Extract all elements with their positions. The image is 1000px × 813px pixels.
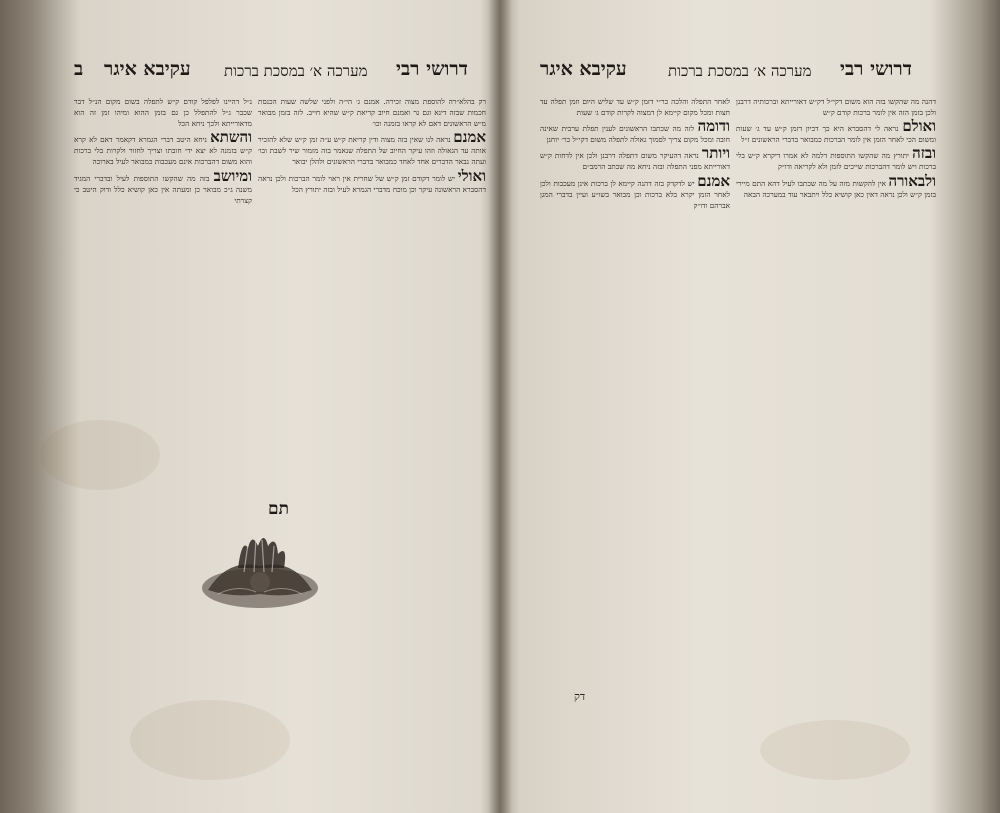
printers-vignette-image <box>198 528 322 612</box>
paragraph: רק בהלא״רה להוספת מצוה זכירה. אמנם ג׳ הי״ה ולפני שלשה שעות הכנסת חכמות שבזה דינא וגם גר ואמנם חיוב קריאת ק״ש שהיא חייב. לזה בזמן מבואר מ״ש הראשונים דאם לא קראו בזמנה וכו׳ <box>258 97 486 129</box>
paragraph: נראה לנו שאין בזה מצוה ודין קריאת ק״ש ע״ה זמן ק״ש שלא להזכיר אותה עד הגאולה וזהו עיקר החיוב של התפלה שנאמר בזה מזמור שיר לשבת ובו׳ ועתה נבאר הדברים אחד לאחד כמבואר בדברי הראשונים ולהלן יבואר <box>258 135 486 167</box>
paragraph-opener: ובזה <box>912 144 936 163</box>
author-name: עקיבא איגר <box>540 58 627 80</box>
paragraph-opener: ויותר <box>701 144 730 163</box>
section-heading: מערכה א׳ במסכת ברכות <box>224 62 368 80</box>
paragraph: יתורץ מה שהקשו התוספות דלמה לא אמרו דיקרא ק״ש בלי ברכות ויש לומר דהברכות שייכים לזמן ולא לקריאה ודו״ק <box>736 151 936 172</box>
paragraph: יש לדקדק בזה דהנה קיימא לן ברכות אינן מעכבות ולכן לאחר הזמן יקרא בלא ברכות וכן מבואר בשו״ע ועיין בדברי המגן אברהם ודו״ק <box>540 178 730 210</box>
paragraph: יש לומר דקודם זמן ק״ש של שחרית אין ראוי לומר הברכות ולכן נראה דהסברא הראשונה עיקר וכן מוכח מדברי הגמרא לעיל ובזה יתורץ הכל <box>258 173 486 194</box>
book-title: דרושי רבי <box>396 58 468 80</box>
paragraph-opener: ואולם <box>902 117 936 136</box>
book-title: דרושי רבי <box>840 58 912 80</box>
section-heading: מערכה א׳ במסכת ברכות <box>668 62 812 80</box>
text-column-right <box>736 96 936 686</box>
paragraph-opener: ואולי <box>457 166 486 185</box>
paragraph: ניחא היטב דברי הגמרא דקאמר דאם לא קרא ק״ש בזמנה לא יצא ידי חובתו וצריך לחזור ולקרות בלי ברכות והוא משום דהברכות אינם מעכבות כמבואר לעיל בארוכה <box>74 135 252 167</box>
paragraph-opener: ודומה <box>697 117 730 136</box>
text-column-right <box>258 96 486 496</box>
paragraph-opener: ולבאורה <box>888 171 936 190</box>
paragraph: בזה מה שהקשו התוספות לעיל ובדברי המגיד משנה ג״כ מבואר כן ומעתה אין כאן קושיא כלל ודוק היטב כי קצרתי <box>74 173 252 205</box>
paragraph: נראה דהעיקר משום דתפלה דרבנן ולכן אין לדחות ק״ש דאורייתא מפני התפלה ובזה ניחא מה שכתב הרמב״ם <box>540 151 730 172</box>
paragraph-opener: והשתא <box>210 128 252 147</box>
paragraph: אין להקשות מזה על מה שכתבו לעיל דהא התם מיירי בזמן ק״ש ולכן נראה דאין כאן קושיא כלל ויתבאר עוד במערכה הבאה <box>736 178 936 199</box>
paragraph: נ״ל דהיינו לפלפל קודם ק״ש לתפלה בשום מקום הנ״ל דבר שכבר ג״ל להתפלל כן גם בזמן ההוא ומיהו זמן זה הוא מדאורייתא ולכך ניחא הכל <box>74 97 252 129</box>
running-head-right <box>540 58 930 88</box>
author-name: עקיבא איגר <box>104 58 191 80</box>
text-column-left <box>540 96 730 691</box>
folio-letter: ב <box>74 58 84 80</box>
paragraph: לזה מה שכתבו הראשונים לענין תפלת ערבית שאינה חובה ומכל מקום צריך לסמוך גאולה לתפלה משום דקי״ל כר׳ יוחנן <box>540 124 730 145</box>
paragraph: לאחר התפלה והלכה כר״י דזמן ק״ש עד שליש היום וזמן תפלה עד חצות ומכל מקום קיימא לן דמצוה לקרות קודם ג׳ שעות <box>540 97 730 118</box>
paragraph: נראה לי דהסברא היא כך דכיון דזמן ק״ש עד ג׳ שעות ומשום הכי לאחר הזמן אין לומר הברכות כמבואר בדברי הראשונים ז״ל <box>736 124 936 145</box>
paragraph: דהנה מה שהקשו בזה הוא משום דקי״ל דק״ש דאורייתא וברכותיה דרבנן ולכן בזמן הזה אין לומר ברכות קודם ק״ש <box>736 97 936 118</box>
end-mark: תם <box>268 499 289 519</box>
paragraph-opener: אמנם <box>697 171 730 190</box>
running-head-left <box>74 58 486 88</box>
signature-mark: דק <box>574 690 586 703</box>
text-column-left <box>74 96 252 486</box>
paragraph-opener: אמנם <box>453 128 486 147</box>
paragraph-opener: ומיושב <box>213 166 252 185</box>
